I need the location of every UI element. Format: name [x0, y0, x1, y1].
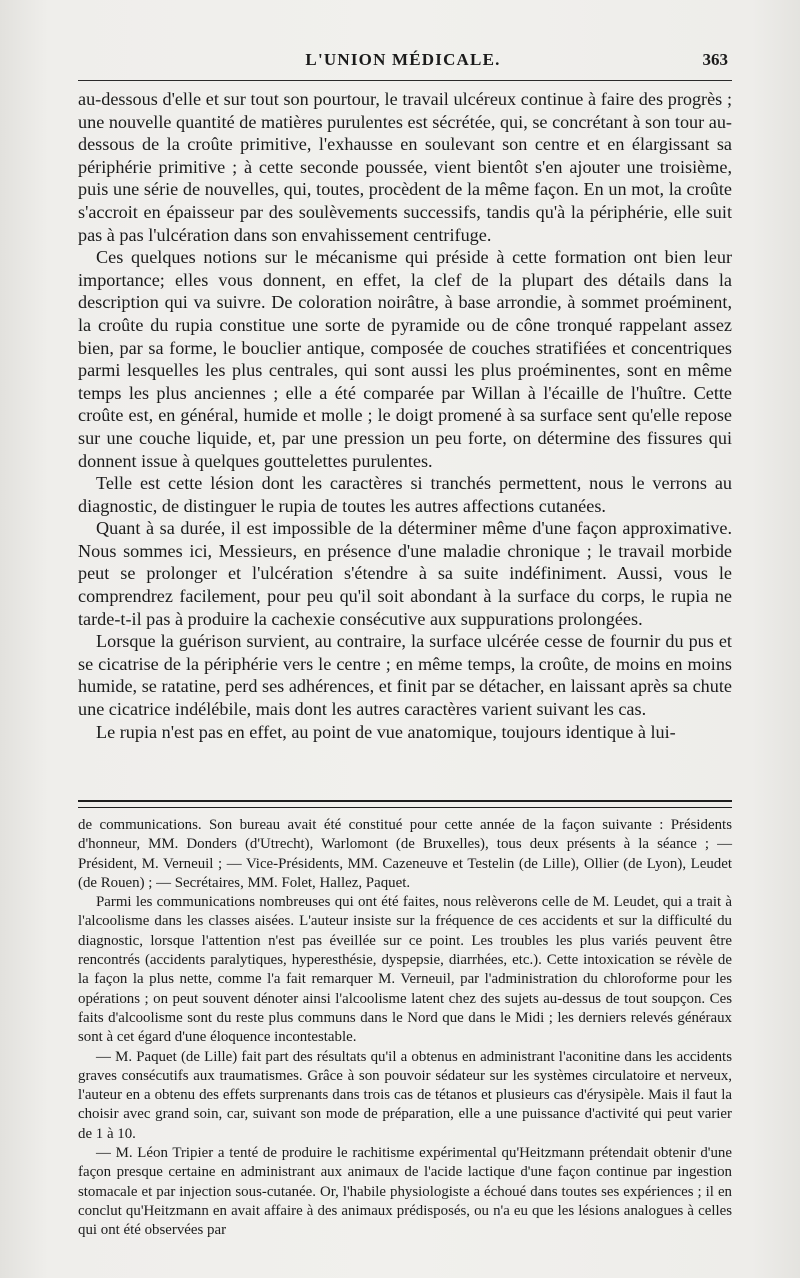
journal-title: L'UNION MÉDICALE. [305, 50, 501, 69]
page-header [78, 50, 728, 78]
feuilleton-paragraph: — M. Léon Tripier a tenté de produire le rachitisme expérimental qu'Heitzmann prétendait obtenir d'une façon presque certaine en administrant aux animaux de l'acide lactique d'une façon continue par ingestion stomacale et par injection sous-cutanée. Or, l'habile physiologiste a échoué dans toutes ses expériences ; il en conclut qu'Heitzmann en avait affaire à des animaux prédisposés, ou n'a eu que les lésions analogues à celles qui ont été observées par [78, 1145, 732, 1239]
article-paragraph: au-dessous d'elle et sur tout son pourtour, le travail ulcéreux continue à faire des progrès ; une nouvelle quantité de matières purulentes est sécrétée, qui, se concrétant à son tour au-dessous de la croûte primitive, l'exhausse en soulevant son centre et en élargissant sa périphérie primitive ; à cette seconde poussée, vient bientôt s'en ajouter une troisième, puis une série de nouvelles, qui, toutes, procèdent de la même façon. En un mot, la croûte s'accroit en épaisseur par des soulèvements successifs, tandis qu'à la périphérie, elle suit pas à pas l'ulcération dans son envahissement centrifuge. [78, 89, 732, 245]
feuilleton-body [78, 816, 732, 1241]
header-rule [78, 80, 732, 81]
article-body [78, 88, 732, 743]
article-paragraph: Lorsque la guérison survient, au contraire, la surface ulcérée cesse de fournir du pus et se cicatrise de la périphérie vers le centre ; en même temps, la croûte, de moins en moins humide, se ratatine, perd ses adhérences, et finit par se détacher, en laissant après sa chute une cicatrice indélébile, mais dont les autres caractères varient suivant les cas. [78, 631, 732, 720]
feuilleton-paragraph: de communications. Son bureau avait été constitué pour cette année de la façon suivante : Présidents d'honneur, MM. Donders (d'Utrecht), Warlomont (de Bruxelles), tous deux présents à la séance ; — Président, M. Verneuil ; — Vice-Présidents, MM. Cazeneuve et Testelin (de Lille), Ollier (de Lyon), Leudet (de Rouen) ; — Secrétaires, MM. Folet, Hallez, Paquet. [78, 817, 732, 891]
article-paragraph: Quant à sa durée, il est impossible de la déterminer même d'une façon approximative. Nous sommes ici, Messieurs, en présence d'une maladie chronique ; le travail morbide peut se prolonger et l'ulcération s'étendre à sa suite indéfiniment. Aussi, vous le comprendrez facilement, pour peu qu'il soit abondant à la surface du corps, le rupia ne tarde-t-il pas à produire la cachexie consécutive aux suppurations prolongées. [78, 518, 732, 629]
article-paragraph: Le rupia n'est pas en effet, au point de vue anatomique, toujours identique à lui- [96, 721, 676, 742]
feuilleton-paragraph: Parmi les communications nombreuses qui ont été faites, nous relèverons celle de M. Leudet, qui a trait à l'alcoolisme dans les classes aisées. L'auteur insiste sur la fréquence de ces accidents et sur la difficulté du diagnostic, lorsque l'attention n'est pas éveillée sur ce point. Les troubles les plus variés peuvent être rencontrés (accidents paralytiques, hyperesthésie, dyspepsie, diarrhées, etc.). Cette intoxication se révèle de la façon la plus nette, comme l'a fait remarquer M. Verneuil, par l'administration du chloroforme pour les opérations ; on peut souvent dénoter ainsi l'alcoolisme latent chez des sujets au-dessus de tout soupçon. Ces faits d'alcoolisme sont du reste plus communs dans le Nord que dans le Midi ; les derniers relevés généraux sont à cet égard d'une éloquence incontestable. [78, 894, 732, 1046]
feuilleton-paragraph: — M. Paquet (de Lille) fait part des résultats qu'il a obtenus en administrant l'aconitine dans les accidents graves consécutifs aux traumatismes. Grâce à son pouvoir sédateur sur les systèmes circulatoire et nerveux, l'auteur en a obtenu des effets surprenants dans trois cas de tétanos et plusieurs cas d'érysipèle. Mais il faut la choisir avec grand soin, car, suivant son mode de préparation, elle a une puissance d'activité qui peut varier de 1 à 10. [78, 1048, 732, 1142]
feuilleton-separator [78, 800, 732, 808]
article-paragraph: Ces quelques notions sur le mécanisme qui préside à cette formation ont bien leur importance; elles vous donnent, en effet, la clef de la plupart des détails dans la description qui va suivre. De coloration noirâtre, à base arrondie, à sommet proéminent, la croûte du rupia constitue une sorte de pyramide ou de cône tronqué rappelant assez bien, par sa forme, le bouclier antique, composée de couches stratifiées et concentriques parmi lesquelles les plus centrales, qui sont aussi les plus proéminentes, sont en même temps les plus anciennes ; elle a été comparée par Willan à l'écaille de l'huître. Cette croûte est, en général, humide et molle ; le doigt promené à sa surface sent qu'elle repose sur une couche liquide, et, par une pression un peu forte, on détermine des fissures qui donnent issue à quelques gouttelettes purulentes. [78, 247, 732, 471]
article-paragraph: Telle est cette lésion dont les caractères si tranchés permettent, nous le verrons au diagnostic, de distinguer le rupia de toutes les autres affections cutanées. [78, 473, 732, 516]
page-number: 363 [702, 50, 728, 69]
